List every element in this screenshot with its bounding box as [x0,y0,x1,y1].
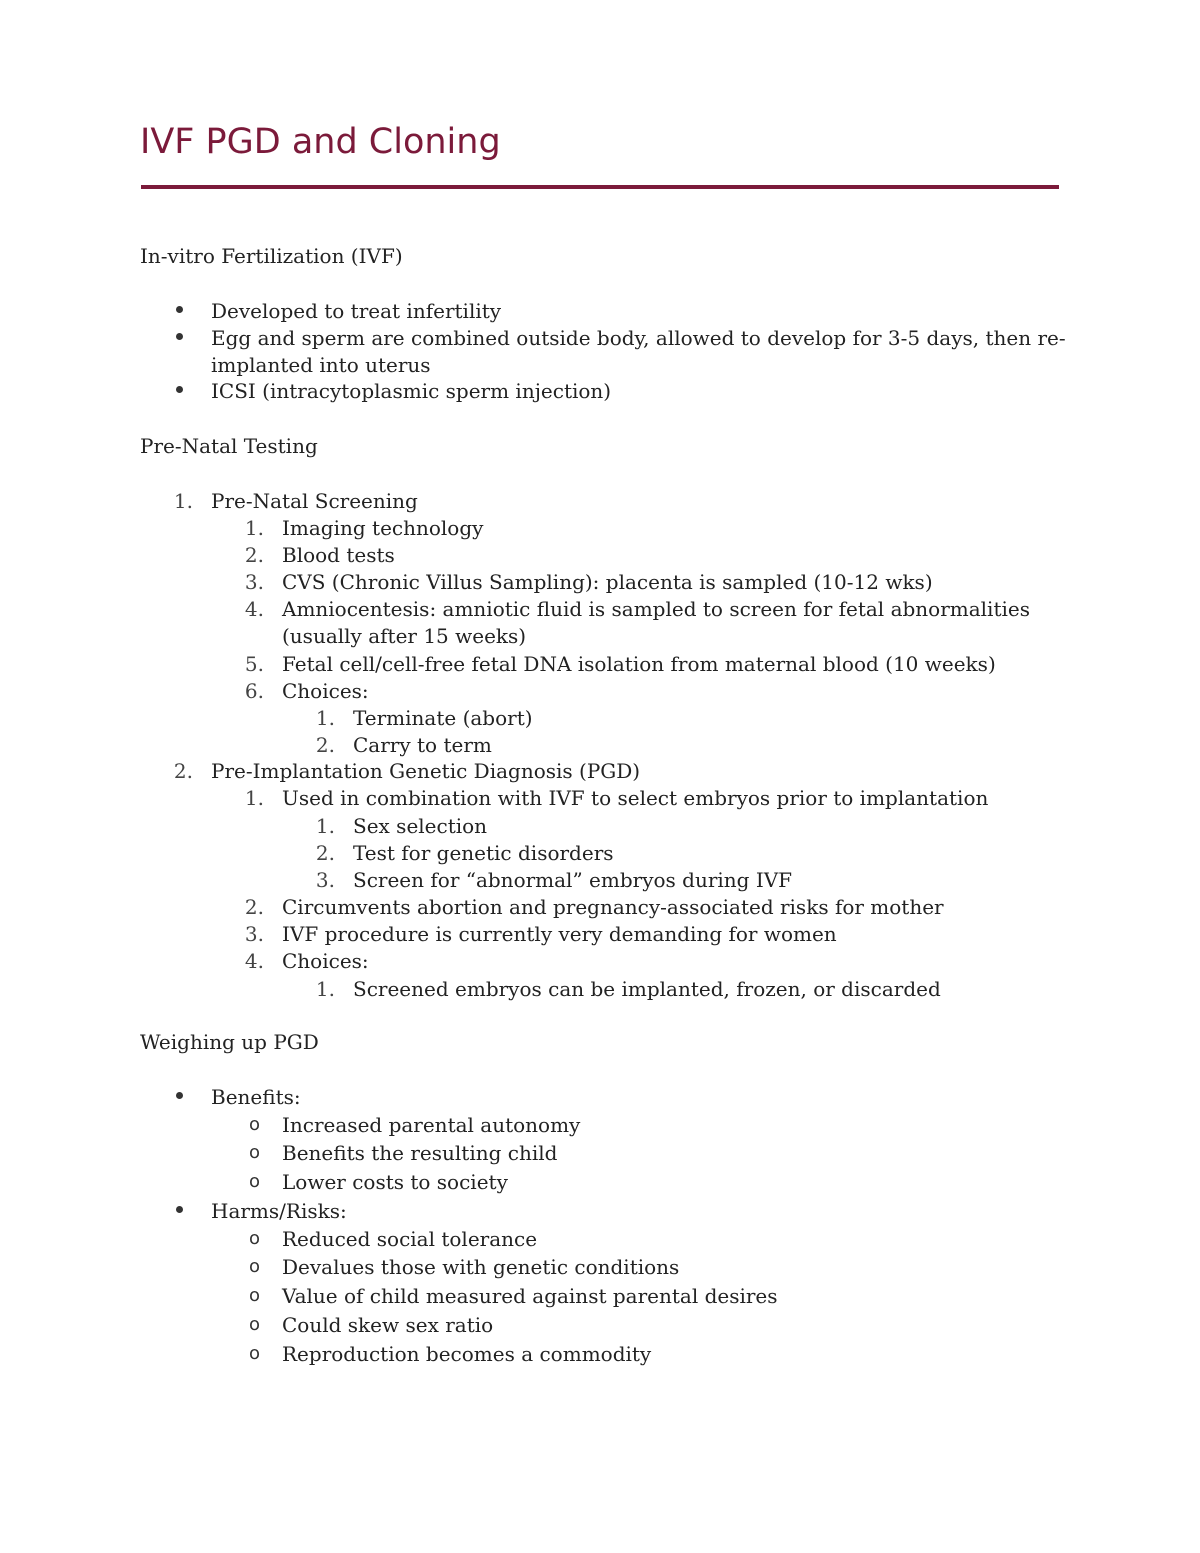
list-item-text: Screen for “abnormal” embryos during IVF [353,868,793,892]
list-number: 2. [244,543,264,567]
list-item-text: Choices: [282,949,369,973]
bullet-icon [176,333,183,340]
list-item-text: Screened embryos can be implanted, frozen, or discarded [353,977,941,1001]
hollow-bullet-icon: o [249,1171,261,1192]
bullet-icon [176,1206,183,1213]
list-number: 2. [315,841,335,865]
list-number: 2. [315,733,335,757]
list-item-text: IVF procedure is currently very demanding for women [282,922,837,946]
list-number: 3. [244,922,264,946]
list-item-text: Used in combination with IVF to select embryos prior to implantation [282,786,989,810]
list-item-text: Pre-Implantation Genetic Diagnosis (PGD) [211,759,641,783]
list-number: 2. [173,759,193,783]
list-item-text: CVS (Chronic Villus Sampling): placenta is sampled (10-12 wks) [282,570,933,594]
list-item-text: Value of child measured against parental desires [282,1284,778,1308]
bullet-icon [176,386,183,393]
section-heading-weighing: Weighing up PGD [140,1030,319,1054]
list-item-text: Amniocentesis: amniotic fluid is sampled to screen for fetal abnormalities [282,597,1030,621]
list-number: 1. [173,489,193,513]
list-item-text: Sex selection [353,814,488,838]
list-number: 3. [244,570,264,594]
hollow-bullet-icon: o [249,1114,261,1135]
page-title: IVF PGD and Cloning [140,122,501,162]
list-item-text: implanted into uterus [211,353,431,377]
list-item-text: Pre-Natal Screening [211,489,418,513]
list-number: 2. [244,895,264,919]
list-number: 1. [315,706,335,730]
list-item-text: Benefits the resulting child [282,1141,558,1165]
list-item-text: Reduced social tolerance [282,1227,538,1251]
list-item-text: Terminate (abort) [353,706,533,730]
section-heading-ivf: In-vitro Fertilization (IVF) [140,244,403,268]
hollow-bullet-icon: o [249,1343,261,1364]
list-item-text: Fetal cell/cell-free fetal DNA isolation from maternal blood (10 weeks) [282,652,996,676]
list-number: 1. [315,814,335,838]
list-item-text: Reproduction becomes a commodity [282,1342,652,1366]
list-item-text: Egg and sperm are combined outside body, allowed to develop for 3-5 days, then re- [211,326,1066,350]
bullet-icon [176,306,183,313]
section-heading-prenatal: Pre-Natal Testing [140,434,318,458]
list-item-text: Choices: [282,679,369,703]
list-item-text: Test for genetic disorders [353,841,614,865]
hollow-bullet-icon: o [249,1314,261,1335]
hollow-bullet-icon: o [249,1142,261,1163]
list-item-text: ICSI (intracytoplasmic sperm injection) [211,379,612,403]
hollow-bullet-icon: o [249,1285,261,1306]
title-divider [141,185,1059,189]
list-number: 6. [244,679,264,703]
list-item-text: Lower costs to society [282,1170,508,1194]
list-number: 5. [244,652,264,676]
list-item-text: Developed to treat infertility [211,299,502,323]
list-number: 4. [244,949,264,973]
list-number: 4. [244,597,264,621]
list-item-text: Increased parental autonomy [282,1113,581,1137]
list-item-text: (usually after 15 weeks) [282,624,527,648]
bullet-icon [176,1092,183,1099]
list-number: 1. [244,516,264,540]
list-number: 1. [315,977,335,1001]
list-item-text: Could skew sex ratio [282,1313,494,1337]
list-item-text: Imaging technology [282,516,484,540]
list-item-text: Circumvents abortion and pregnancy-associated risks for mother [282,895,944,919]
list-item-text: Harms/Risks: [211,1199,347,1223]
list-number: 1. [244,786,264,810]
list-item-text: Blood tests [282,543,395,567]
hollow-bullet-icon: o [249,1256,261,1277]
list-item-text: Carry to term [353,733,492,757]
hollow-bullet-icon: o [249,1228,261,1249]
list-item-text: Devalues those with genetic conditions [282,1255,680,1279]
list-number: 3. [315,868,335,892]
list-item-text: Benefits: [211,1085,301,1109]
